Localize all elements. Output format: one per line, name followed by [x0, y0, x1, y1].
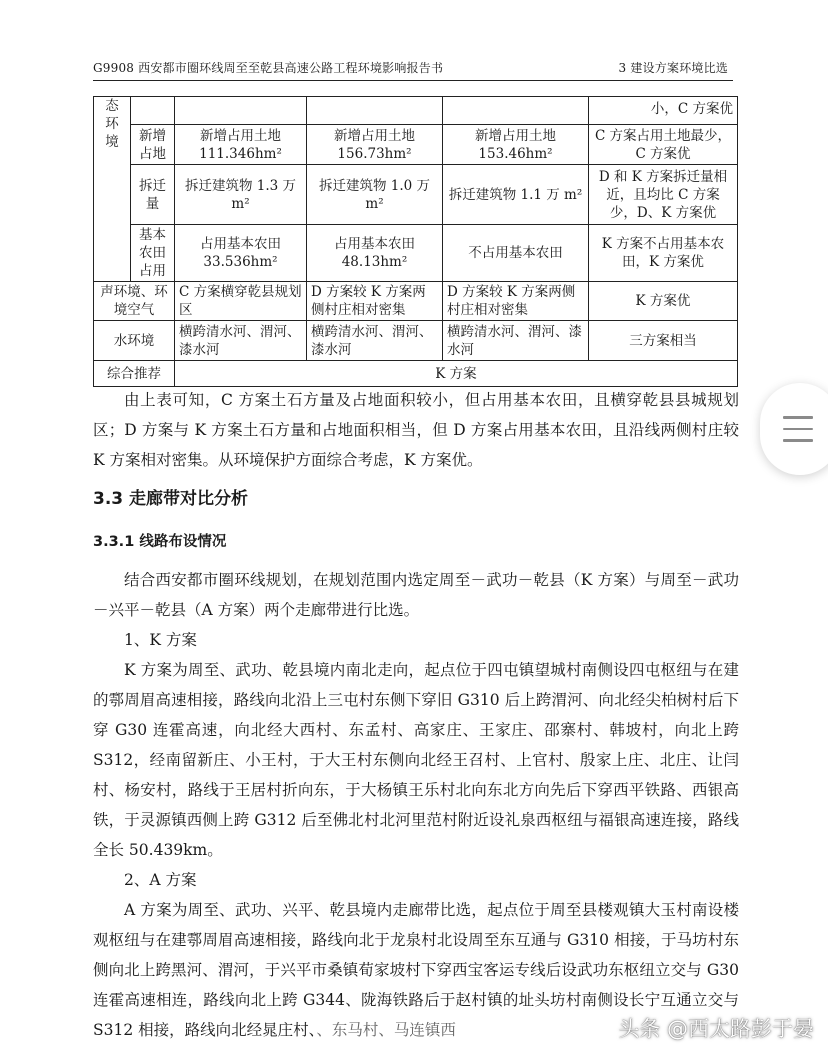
section-heading: 3.3 走廊带对比分析 — [93, 489, 249, 509]
table-cell: 拆迁建筑物 1.3 万 m² — [175, 165, 307, 225]
table-cell: K 方案优 — [589, 282, 738, 321]
a-scheme-paragraph: A 方案为周至、武功、兴平、乾县境内走廊带比选，起点位于周至县楼观镇大玉村南设楼观枢纽与在建鄠周眉高速相接，路线向北于龙泉村北设周至东互通与 G310 相接，于马坊村东侧向北上跨黑河、渭河，于兴平市桑镇荀家坡村下穿西宝客运专线后设武功东枢纽立交与 G30 连霍高速相连，路线向北上跨 G344、陇海铁路后于赵村镇的址头坊村南侧设长宁互通立交与 S312 相接，路线向北经晁庄村、、东马村、马连镇西 — [93, 901, 739, 1039]
table-cell: 拆迁建筑物 1.0 万 m² — [307, 165, 443, 225]
intro-paragraph: 结合西安都市圈环线规划，在规划范围内选定周至－武功－乾县（K 方案）与周至－武功－兴平－乾县（A 方案）两个走廊带进行比选。 — [93, 571, 739, 619]
table-cell: 新增占用土地 156.73hm² — [307, 125, 443, 165]
table-cell: 横跨清水河、渭河、漆水河 — [175, 321, 307, 361]
table-cell: 横跨清水河、渭河、漆水河 — [443, 321, 589, 361]
table-cell: C 方案占用土地最少，C 方案优 — [589, 125, 738, 165]
table-cell: C 方案横穿乾县规划区 — [175, 282, 307, 321]
summary-cell: K 方案 — [175, 361, 738, 387]
page-header — [93, 54, 728, 76]
header-document-title: G9908 西安都市圈环线周至至乾县高速公路工程环境影响报告书 — [93, 61, 444, 75]
table-cell: D 和 K 方案拆迁量相近，且均比 C 方案少，D、K 方案优 — [589, 165, 738, 225]
table-row — [94, 225, 738, 282]
subcategory-cell: 基本农田占用 — [131, 225, 175, 282]
subcategory-cell: 拆迁量 — [131, 165, 175, 225]
table-row — [94, 321, 738, 361]
table-cell: 三方案相当 — [589, 321, 738, 361]
table-cell: 拆迁建筑物 1.1 万 m² — [443, 165, 589, 225]
table-row — [94, 361, 738, 387]
table-cell: 新增占用土地 111.346hm² — [175, 125, 307, 165]
table-row — [94, 282, 738, 321]
category-cell: 综合推荐 — [94, 361, 175, 387]
table-cell: K 方案不占用基本农田，K 方案优 — [589, 225, 738, 282]
table-cell: 不占用基本农田 — [443, 225, 589, 282]
table-cell: D 方案较 K 方案两侧村庄相对密集 — [307, 282, 443, 321]
k-scheme-title: 1、K 方案 — [124, 631, 197, 649]
a-scheme-title: 2、A 方案 — [124, 871, 197, 889]
table-row — [94, 125, 738, 165]
table-row — [94, 165, 738, 225]
k-scheme-paragraph: K 方案为周至、武功、乾县境内南北走向，起点位于四屯镇望城村南侧设四屯枢纽与在建的鄠周眉高速相接，路线向北沿上三屯村东侧下穿旧 G310 后上跨渭河、向北经尖柏树村后下穿 G30 连霍高速，向北经大西村、东孟村、高家庄、王家庄、邵寨村、韩坡村，向北上跨 S312，经南留新庄、小王村，于大王村东侧向北经王召村、上官村、殷家上庄、北庄、让闫村、杨安村，路线于王居村折向东，于大杨镇王乐村北向东北方向先后下穿西平铁路、西银高铁，于灵源镇西侧上跨 G312 后至佛北村北河里范村附近设礼泉西枢纽与福银高速连接，路线全长 50.439km。 — [93, 661, 739, 859]
header-chapter-title: 3 建设方案环境比选 — [618, 61, 728, 75]
table-cell: 横跨清水河、渭河、漆水河 — [307, 321, 443, 361]
subsection-heading: 3.3.1 线路布设情况 — [93, 534, 227, 550]
watermark: 头条 @西太路彭于晏 — [618, 1017, 814, 1041]
category-cell: 态环境 — [94, 97, 131, 282]
table-cell: 小，C 方案优 — [589, 97, 738, 125]
menu-icon — [783, 416, 813, 419]
table-cell: 占用基本农田 33.536hm² — [175, 225, 307, 282]
table-cell: D 方案较 K 方案两侧村庄相对密集 — [443, 282, 589, 321]
table-cell: 占用基本农田 48.13hm² — [307, 225, 443, 282]
main-text — [93, 565, 739, 1045]
header-divider — [93, 80, 733, 81]
category-cell: 声环境、环境空气 — [94, 282, 175, 321]
subcategory-cell: 新增占地 — [131, 125, 175, 165]
table-row — [94, 97, 738, 125]
table-cell: 新增占用土地 153.46hm² — [443, 125, 589, 165]
conclusion-paragraph: 由上表可知，C 方案土石方量及占地面积较小，但占用基本农田，且横穿乾县县城规划区；D 方案与 K 方案土石方量和占地面积相当，但 D 方案占用基本农田，且沿线两侧村庄较 K 方案相对密集。从环境保护方面综合考虑，K 方案优。 — [93, 391, 739, 469]
category-cell: 水环境 — [94, 321, 175, 361]
menu-button[interactable] — [760, 383, 828, 475]
comparison-table — [93, 96, 738, 387]
